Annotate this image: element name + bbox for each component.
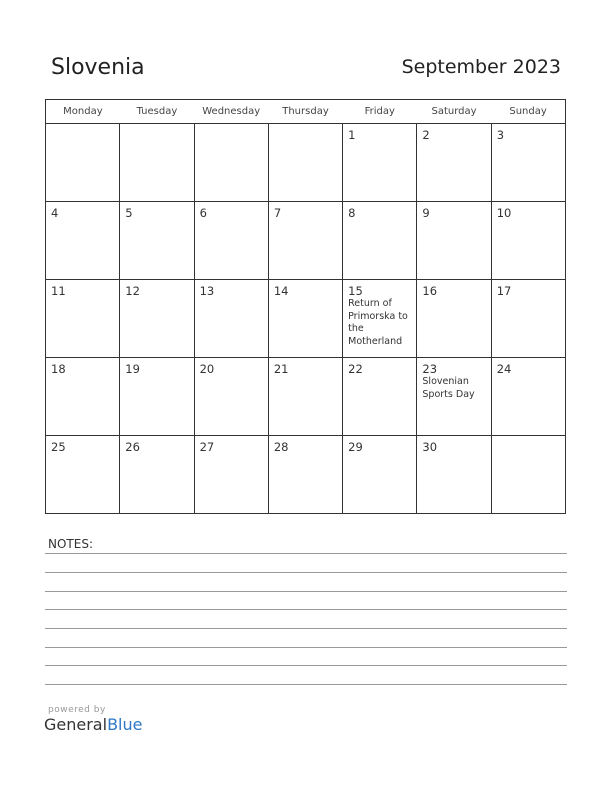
weekday-wednesday: Wednesday <box>194 100 268 124</box>
calendar-day-cell <box>491 436 565 514</box>
day-number: 19 <box>125 362 140 376</box>
brand-logo <box>44 705 142 734</box>
calendar-week-row <box>46 124 566 202</box>
day-number: 2 <box>422 128 430 142</box>
calendar-day-cell <box>120 280 194 358</box>
calendar-day-cell <box>268 358 342 436</box>
calendar-day-cell <box>194 202 268 280</box>
month-year-title: September 2023 <box>401 56 561 78</box>
day-number: 8 <box>348 206 356 220</box>
calendar-day-cell <box>120 124 194 202</box>
calendar-day-cell <box>120 436 194 514</box>
calendar-week-row <box>46 436 566 514</box>
calendar-day-cell <box>268 280 342 358</box>
day-number: 25 <box>51 440 66 454</box>
notes-line <box>45 609 567 610</box>
calendar-day-cell <box>343 202 417 280</box>
calendar-day-cell <box>46 280 120 358</box>
brand-general: General <box>44 715 108 734</box>
day-number: 27 <box>199 440 215 454</box>
notes-label: NOTES: <box>48 537 93 551</box>
day-number: 21 <box>273 362 289 376</box>
calendar-day-cell <box>343 280 417 358</box>
notes-line <box>45 647 567 648</box>
day-number: 29 <box>348 440 363 454</box>
day-number: 24 <box>496 362 512 376</box>
calendar-day-cell <box>491 124 565 202</box>
calendar-day-cell <box>46 358 120 436</box>
day-number: 23 <box>422 362 438 376</box>
calendar-grid <box>45 99 566 514</box>
day-number: 17 <box>496 284 512 298</box>
calendar-week-row <box>46 280 566 358</box>
calendar-week-row <box>46 202 566 280</box>
calendar-day-cell <box>46 202 120 280</box>
weekday-friday: Friday <box>343 100 417 124</box>
day-number: 12 <box>125 284 140 298</box>
calendar-day-cell <box>417 124 491 202</box>
notes-line <box>45 628 567 629</box>
day-number: 26 <box>125 440 140 454</box>
calendar-day-cell <box>46 124 120 202</box>
calendar-day-cell <box>417 358 491 436</box>
calendar-day-cell <box>343 124 417 202</box>
calendar-day-cell <box>194 280 268 358</box>
notes-line <box>45 665 567 666</box>
holiday-label: Slovenian Sports Day <box>422 376 475 400</box>
day-number: 5 <box>125 206 133 220</box>
day-number: 9 <box>422 206 430 220</box>
day-number: 4 <box>51 206 59 220</box>
day-number: 16 <box>422 284 438 298</box>
calendar-day-cell <box>491 280 565 358</box>
day-number: 14 <box>273 284 289 298</box>
day-number: 28 <box>273 440 289 454</box>
calendar-day-cell <box>343 436 417 514</box>
brand-name <box>44 715 142 734</box>
calendar-day-cell <box>46 436 120 514</box>
calendar-day-cell <box>268 436 342 514</box>
calendar-day-cell <box>491 358 565 436</box>
day-number: 13 <box>199 284 215 298</box>
holiday-label: Return of Primorska to the Motherland <box>348 298 408 347</box>
day-number: 30 <box>422 440 438 454</box>
calendar-day-cell <box>417 280 491 358</box>
brand-blue: Blue <box>107 715 143 734</box>
day-number: 1 <box>348 128 356 142</box>
calendar-day-cell <box>120 202 194 280</box>
calendar-day-cell <box>417 436 491 514</box>
calendar-day-cell <box>194 436 268 514</box>
day-number: 20 <box>199 362 215 376</box>
day-number: 6 <box>199 206 207 220</box>
notes-line <box>45 684 567 685</box>
calendar-week-row <box>46 358 566 436</box>
day-number: 10 <box>496 206 512 220</box>
weekday-tuesday: Tuesday <box>120 100 194 124</box>
weekday-header-row <box>46 100 566 124</box>
day-number: 3 <box>496 128 505 142</box>
calendar-day-cell <box>120 358 194 436</box>
calendar-day-cell <box>194 358 268 436</box>
notes-line <box>45 591 567 592</box>
day-number: 18 <box>51 362 66 376</box>
powered-by-text: powered by <box>48 705 106 715</box>
day-number: 7 <box>273 206 282 220</box>
weekday-sunday: Sunday <box>491 100 565 124</box>
calendar-day-cell <box>268 124 342 202</box>
calendar-day-cell <box>417 202 491 280</box>
calendar-day-cell <box>268 202 342 280</box>
weekday-saturday: Saturday <box>417 100 491 124</box>
country-title: Slovenia <box>51 55 145 80</box>
day-number: 11 <box>51 284 66 298</box>
calendar-day-cell <box>194 124 268 202</box>
weekday-thursday: Thursday <box>268 100 342 124</box>
notes-line <box>45 572 567 573</box>
day-number: 22 <box>348 362 363 376</box>
notes-line <box>45 553 567 554</box>
day-number: 15 <box>348 284 363 298</box>
calendar-day-cell <box>491 202 565 280</box>
weekday-monday: Monday <box>46 100 120 124</box>
calendar-day-cell <box>343 358 417 436</box>
